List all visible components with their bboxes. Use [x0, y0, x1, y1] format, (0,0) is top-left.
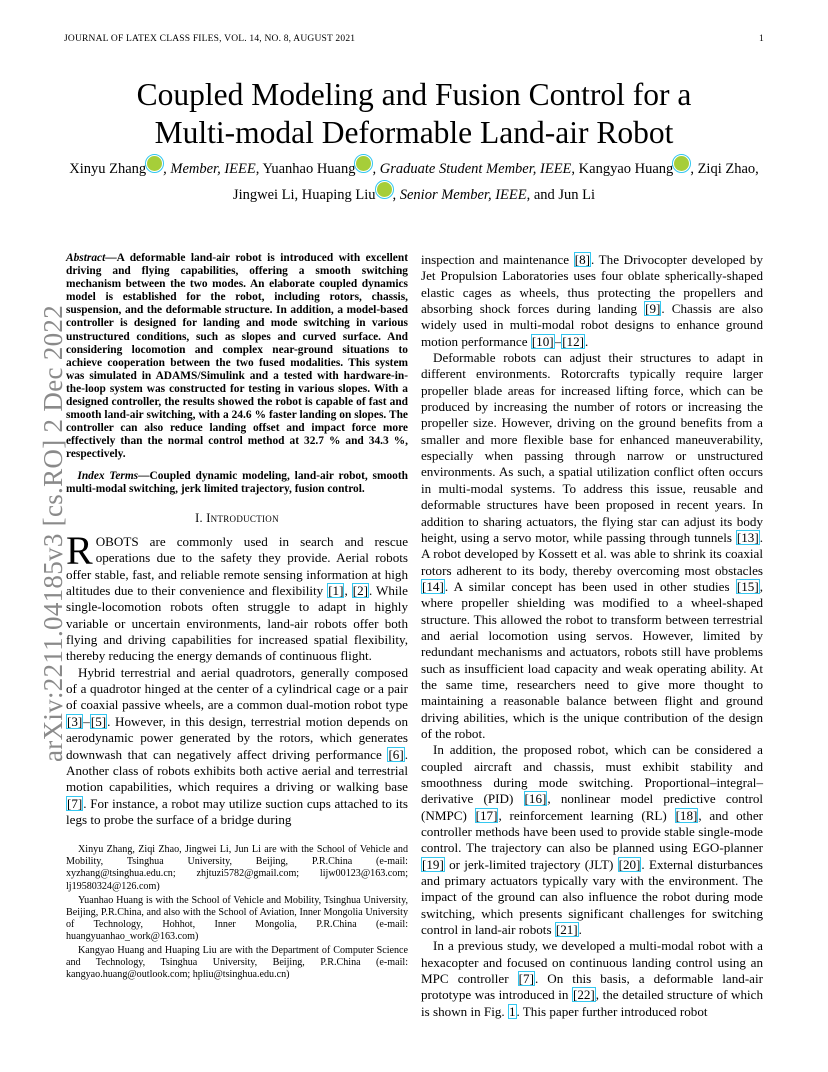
paragraph-text: . This paper further introduced robot	[516, 1003, 708, 1019]
author-list	[64, 156, 764, 208]
abstract-text: —A deformable land-air robot is introduced with excellent driving and flying capabilities, offering a smooth switching mechanism between the two modes. An elaborate coupled dynamics model is established for the robot, including rotors, chassis, suspension, and the deformable structure. In addition, a model-based controller is designed for landing and mode switching in various unstructured conditions, such as slopes and curved surface. And considering locomotion and complex near-ground situations to achieve cooperation between the two fused modalities. This system was simulated in ADAMS/Simulink and a tested with hardware-in-the-loop system was constructed for testing in various slopes. With a designed controller, the results showed the robot is capable of fast and smooth land-air switching, with a 24.6 % faster landing on slopes. The controller can also reduce landing offset and impact force more effectively than the normal control method at 32.7 % and 34.3 %, respectively.	[66, 252, 408, 461]
orcid-icon[interactable]	[674, 156, 689, 171]
paragraph-text: OBOTS are commonly used in search and rescue operations due to the safety they provide. Aerial robots offer stable, fast, and reliable remote sensing information at high altitudes due to their convenience and flexibility	[66, 534, 408, 599]
title-line-2: Multi-modal Deformable Land-air Robot	[154, 115, 674, 150]
citation-link[interactable]: [9]	[645, 301, 661, 317]
paragraph-text: . A robot developed by Kossett et al. was able to shrink its coaxial rotors adherent to its body, thereby overcoming most obstacles	[421, 529, 763, 578]
title-line-1: Coupled Modeling and Fusion Control for a	[136, 77, 692, 112]
running-head	[64, 34, 764, 48]
left-column	[66, 252, 408, 983]
paragraph-text: inspection and maintenance	[421, 252, 574, 267]
paragraph	[421, 252, 763, 350]
citation-link[interactable]: [16]	[524, 791, 547, 807]
paragraph-text: ,	[344, 583, 352, 599]
citation-link[interactable]: [22]	[572, 987, 595, 1003]
citation-link[interactable]: [19]	[422, 856, 444, 872]
paragraph	[421, 742, 763, 938]
paragraph-text: . External disturbances and primary actuators typically vary with the environment. The impact of the ground can also influence the robot during mode switching, which presents significant challenges for switching control in land-air robots	[421, 856, 764, 938]
paragraph-text: , where propeller shielding was modified to a wheel-shaped structure. This allowed the robot to transform between terrestrial and aerial locomotion using servos. However, limited by redundant mechanisms and actuators, robots still have problems such as insufficient load capacity and weak operating ability. At the same time, researchers need to give more thought to maintaining a reasonable balance between flight and ground driving abilities, which is the unique contribution of the design of the robot.	[421, 578, 763, 741]
citation-link[interactable]: [7]	[67, 795, 83, 811]
citation-link[interactable]: [12]	[562, 333, 585, 349]
paragraph-text: –	[83, 713, 90, 729]
orcid-icon[interactable]	[147, 156, 162, 171]
affiliation-footnotes	[66, 844, 408, 981]
paragraph-text: In a previous study, we developed a multi-modal robot with a hexacopter and focused on continuous landing control using an MPC controller	[421, 938, 763, 987]
paragraph	[421, 938, 763, 1020]
paragraph	[421, 350, 763, 742]
paragraph-text: , and other controller methods have been used to provide stable single-mode control. The trajectory can also be planned using EGO-planner	[421, 807, 764, 856]
author-name: , Kangyao Huang	[571, 161, 674, 177]
author-membership: , Member, IEEE	[163, 161, 256, 177]
citation-link[interactable]: [14]	[422, 578, 444, 594]
citation-link[interactable]: [6]	[388, 746, 404, 762]
paragraph-text: . For instance, a robot may utilize suction cups attached to its legs to probe the surface of a bridge during	[66, 795, 408, 827]
footnote: Yuanhao Huang is with the School of Vehicle and Mobility, Tsinghua University, Beijing, P.R.China, and also with the School of Aviation, Inner Mongolia University of Technology, Hohhot, Inner Mongolia, P.R.China (e-mail: huangyuanhao_work@163.com)	[66, 894, 408, 942]
arxiv-stamp: arXiv:2211.04185v3 [cs.RO] 2 Dec 2022	[38, 304, 68, 762]
paragraph-text: . Chassis are also widely used in multi-modal robot designs to enhance ground motion performance	[421, 301, 763, 349]
paragraph-text: –	[554, 333, 562, 349]
citation-link[interactable]: [7]	[518, 971, 534, 987]
citation-link[interactable]: [20]	[618, 856, 641, 872]
paragraph-text: . A similar concept has been used in other studies	[444, 578, 736, 594]
abstract	[66, 252, 408, 462]
author-name: , Ziqi Zhao, Jingwei Li, Huaping Liu	[232, 161, 759, 203]
author-name: Xinyu Zhang	[69, 161, 147, 177]
paragraph-text: . The Drivocopter developed by Jet Propulsion Laboratories uses four oblate spherically-shaped elastic cages as wheels, thus protecting the propellers and absorbing shock forces during landing	[421, 252, 763, 317]
citation-link[interactable]: [3]	[67, 713, 83, 729]
paragraph-text: Hybrid terrestrial and aerial quadrotors, generally composed of a quadrotor hinged at the center of a cylindrical cage or a pair of coaxial passive wheels, are a common dual-motion robot type	[66, 664, 408, 713]
index-terms	[66, 470, 408, 496]
paragraph-text: . However, in this design, terrestrial motion depends on aerodynamic power generated by the rotors, which generates downwash that can negatively affect driving performance	[66, 713, 408, 762]
paragraph-text: . Another class of robots exhibits both active aerial and terrestrial motion capabilities, which requires a driving or walking base	[66, 746, 408, 795]
citation-link[interactable]: [10]	[531, 333, 554, 349]
citation-link[interactable]: [8]	[574, 252, 590, 267]
author-name: , and Jun Li	[526, 187, 596, 203]
journal-header: JOURNAL OF LATEX CLASS FILES, VOL. 14, NO. 8, AUGUST 2021	[64, 34, 356, 44]
paragraph-text: . On this basis, a deformable land-air prototype was introduced in	[421, 971, 763, 1003]
citation-link[interactable]: [1]	[328, 583, 344, 599]
paragraph	[66, 528, 408, 665]
citation-link[interactable]: [15]	[736, 578, 759, 594]
abstract-label: Abstract	[66, 252, 106, 264]
figure-link[interactable]: 1	[508, 1003, 516, 1019]
paragraph-text: . While single-locomotion robots often struggle to adapt in highly variable or uncertain environments, land-air robots offer both flying and driving capabilities for increased spatial flexibility, thereby reducing the energy demands of continuous flight.	[66, 583, 408, 664]
paragraph-text: or jerk-limited trajectory (JLT)	[444, 856, 618, 872]
index-terms-text: —Coupled dynamic modeling, land-air robot, smooth multi-modal switching, jerk limited trajectory, fusion control.	[66, 469, 408, 495]
paragraph	[66, 665, 408, 828]
section-number: I.	[195, 510, 203, 525]
orcid-icon[interactable]	[377, 182, 392, 197]
paragraph-text: .	[585, 333, 589, 349]
paragraph-text: , the detailed structure of which is shown in Fig.	[421, 987, 763, 1019]
author-membership: , Graduate Student Member, IEEE	[372, 161, 572, 177]
author-membership: , Senior Member, IEEE	[392, 187, 527, 203]
section-title: Introduction	[206, 510, 279, 525]
citation-link[interactable]: [13]	[736, 529, 759, 545]
paragraph-text: In addition, the proposed robot, which can be considered a coupled aircraft and chassis, must exhibit stability and smoothness during mode switching. Proportional–integral–derivative (PID)	[421, 742, 763, 807]
paragraph-text: , reinforcement learning (RL)	[498, 807, 675, 823]
citation-link[interactable]: [18]	[675, 807, 698, 823]
paper-title	[64, 76, 764, 152]
paragraph-text: .	[578, 922, 582, 938]
right-column	[421, 252, 763, 1020]
citation-link[interactable]: [2]	[352, 583, 368, 599]
citation-link[interactable]: [17]	[475, 807, 498, 823]
paragraph-text: , nonlinear model predictive control (NMPC)	[421, 791, 764, 823]
drop-cap: R	[66, 528, 93, 574]
citation-link[interactable]: [5]	[90, 713, 107, 729]
paragraph-text: Deformable robots can adjust their structures to adapt in different environments. Rotorcrafts typically require larger propeller blade areas for increased lifting force, which can be produced by increasing the number of rotors or increasing the propeller size. However, driving on the ground benefits from a smaller and more flexible base for enhanced maneuverability, especially when passing through narrow or unstructured environments. As such, a spatial utilization conflict often occurs in multi-modal systems. To address this issue, reusable and deformable structures have been proposed in recent years. In addition to sharing actuators, the flying star can adjust its body height, using a servo motor, while passing through tunnels	[421, 350, 763, 545]
orcid-icon[interactable]	[356, 156, 371, 171]
index-terms-label: Index Terms	[77, 469, 139, 482]
section-heading	[66, 510, 408, 526]
page-number: 1	[759, 34, 764, 44]
footnote: Kangyao Huang and Huaping Liu are with the Department of Computer Science and Technology, Tsinghua University, Beijing, P.R.China (e-mail: kangyao.huang@outlook.com; hpliu@tsinghua.edu.cn)	[66, 944, 408, 981]
author-name: , Yuanhao Huang	[255, 161, 356, 177]
footnote: Xinyu Zhang, Ziqi Zhao, Jingwei Li, Jun Li are with the School of Vehicle and Mobility, Tsinghua University, Beijing, P.R.China (e-mail: xyzhang@tsinghua.edu.cn; zhjtuzi5782@gmail.com; lijw00123@163.com; lj19580324@126.com)	[66, 844, 408, 892]
citation-link[interactable]: [21]	[555, 922, 578, 938]
